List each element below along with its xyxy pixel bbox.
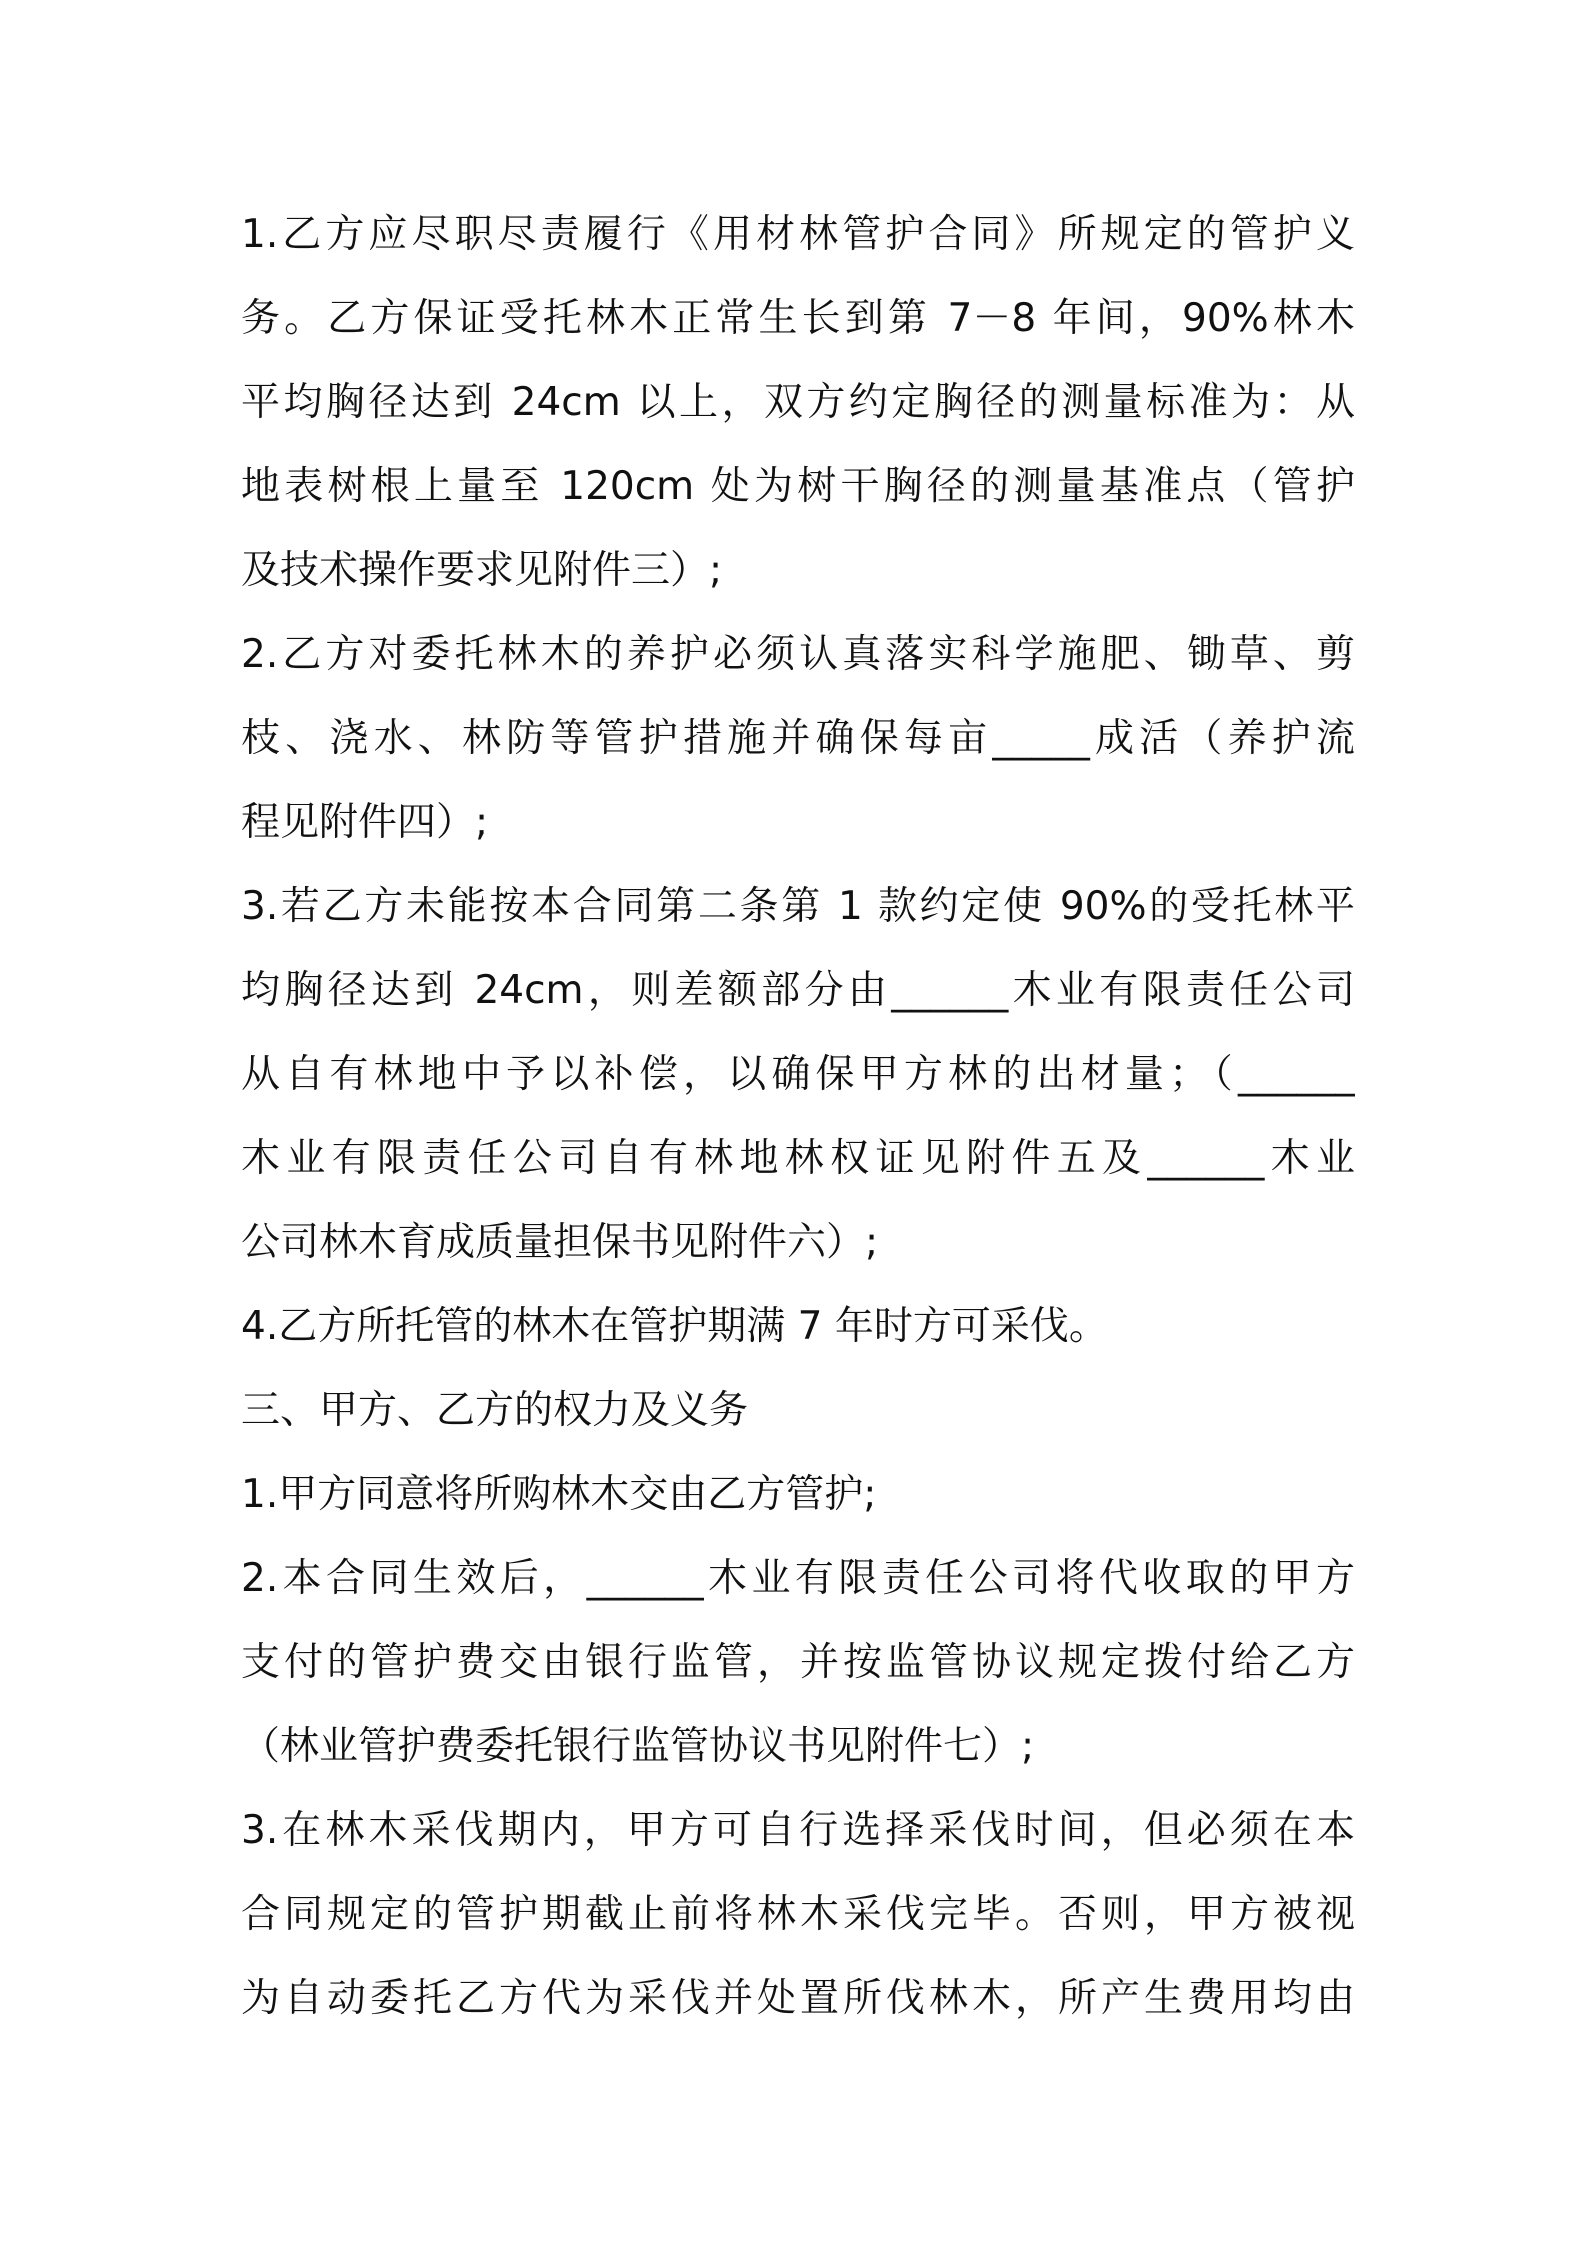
text-line-17: 2.本合同生效后，______木业有限责任公司将代收取的甲方 (241, 1556, 1355, 1601)
contract-text (241, 193, 1355, 2041)
text-line-11: 从自有林地中予以补偿，以确保甲方林的出材量；（______ (241, 1052, 1355, 1097)
text-line-18: 支付的管护费交由银行监管，并按监管协议规定拨付给乙方 (241, 1640, 1355, 1685)
text-line-12: 木业有限责任公司自有林地林权证见附件五及______木业 (241, 1136, 1355, 1181)
text-line-16: 1.甲方同意将所购林木交由乙方管护; (241, 1472, 877, 1517)
text-line-22: 为自动委托乙方代为采伐并处置所伐林木，所产生费用均由 (241, 1976, 1355, 2021)
text-line-3: 平均胸径达到 24cm 以上，双方约定胸径的测量标准为：从 (241, 380, 1355, 425)
text-line-6: 2.乙方对委托林木的养护必须认真落实科学施肥、锄草、剪 (241, 632, 1355, 677)
text-line-13: 公司林木育成质量担保书见附件六）; (241, 1220, 879, 1265)
text-line-8: 程见附件四）; (241, 800, 489, 845)
text-line-7: 枝、浇水、林防等管护措施并确保每亩_____成活（养护流 (241, 716, 1355, 761)
section-heading: 三、甲方、乙方的权力及义务 (241, 1388, 749, 1433)
text-line-9: 3.若乙方未能按本合同第二条第 1 款约定使 90%的受托林平 (241, 884, 1355, 929)
text-line-1: 1.乙方应尽职尽责履行《用材林管护合同》所规定的管护义 (241, 212, 1355, 257)
text-line-5: 及技术操作要求见附件三）; (241, 548, 723, 593)
text-line-19: （林业管护费委托银行监管协议书见附件七）; (241, 1724, 1035, 1769)
text-line-20: 3.在林木采伐期内，甲方可自行选择采伐时间，但必须在本 (241, 1808, 1355, 1853)
text-line-10: 均胸径达到 24cm，则差额部分由______木业有限责任公司 (241, 968, 1355, 1013)
text-line-2: 务。乙方保证受托林木正常生长到第 7－8 年间，90%林木 (241, 296, 1355, 341)
text-line-21: 合同规定的管护期截止前将林木采伐完毕。否则，甲方被视 (241, 1892, 1355, 1937)
text-line-14: 4.乙方所托管的林木在管护期满 7 年时方可采伐。 (241, 1304, 1108, 1349)
text-line-4: 地表树根上量至 120cm 处为树干胸径的测量基准点（管护 (241, 464, 1355, 509)
